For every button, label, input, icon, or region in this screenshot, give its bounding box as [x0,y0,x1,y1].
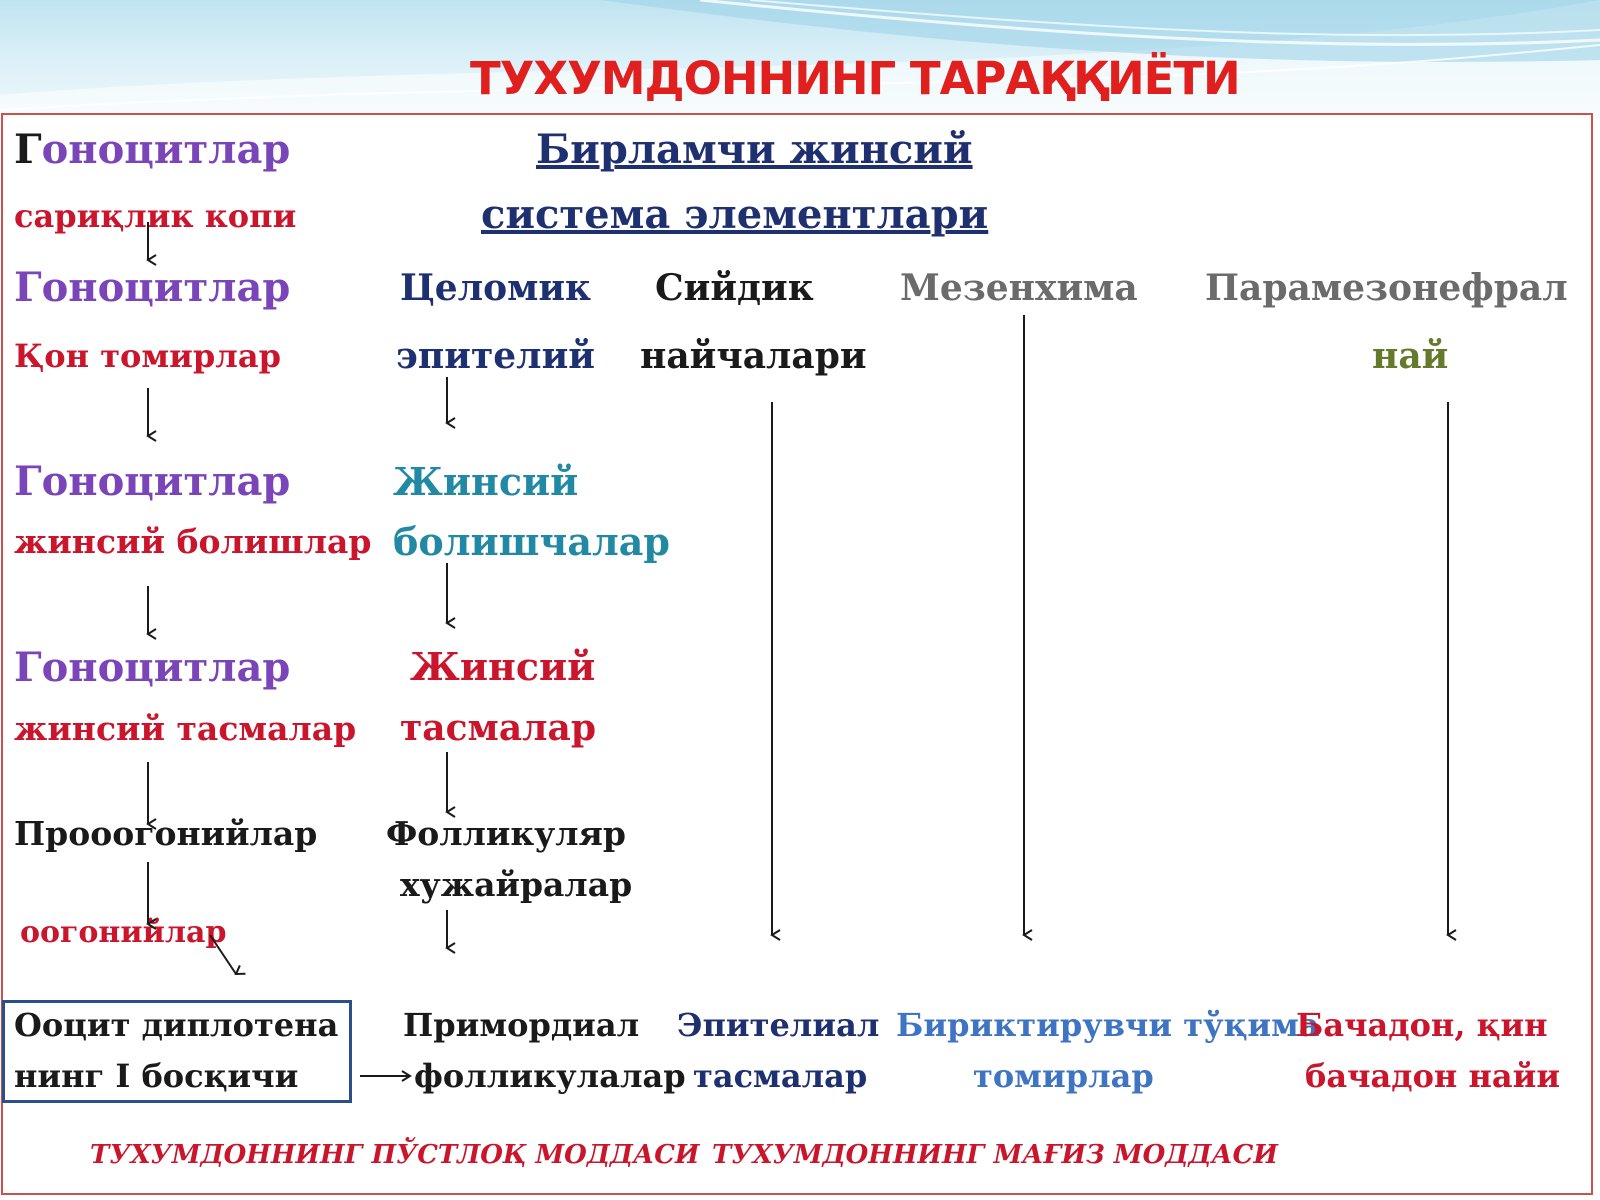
cortex-footer-label: ТУХУМДОННИНГ ПЎСТЛОҚ МОДДАСИ [90,1140,700,1170]
gonocytes-label-2: Гоноцитлар [14,264,291,311]
tubules-label: найчалари [640,335,867,377]
follicles-label: фолликулалар [414,1057,686,1095]
header-banner [0,0,1600,118]
sex-label-1: Жинсий [393,459,579,504]
coelomic-label: Целомик [400,267,592,309]
gonocytes-label-1-rest: оноцитлар [41,126,291,173]
primordial-label: Примордиал [403,1006,640,1044]
yolk-sac-label: сариқлик копи [14,197,297,235]
oocyte-label-line2: нинг I босқичи [14,1057,299,1095]
primary-sex-system-heading-line2: система элементлари [481,191,989,238]
ridges-label: болишчалар [393,519,670,564]
epithelial-label: Эпителиал [677,1006,880,1044]
vessels-label: томирлар [973,1057,1154,1095]
gonadal-ridges-label: жинсий болишлар [14,522,372,561]
blood-vessels-label: Қон томирлар [14,337,281,375]
duct-label: най [1372,335,1449,377]
sex-label-2: Жинсий [410,644,596,689]
medulla-footer-label: ТУХУМДОННИНГ МАҒИЗ МОДДАСИ [712,1140,1278,1170]
gonocytes-label-4: Гоноцитлар [14,644,291,691]
prooogonia-label: Прооогонийлар [14,814,318,853]
urinary-label: Сийдик [655,267,814,309]
connective-tissue-label: Бириктирувчи тўқима [896,1006,1320,1044]
paramesonephric-label: Парамезонефрал [1205,267,1568,309]
cords-label: тасмалар [400,707,597,749]
gonocytes-label-3: Гоноцитлар [14,458,291,505]
oocyte-label-line1: Ооцит диплотена [14,1006,339,1044]
cells-label: хужайралар [400,865,633,904]
epithelium-label: эпителий [396,335,595,377]
follicular-label: Фолликуляр [386,814,627,853]
gonocytes-label-1 [14,126,291,173]
sex-cords-label: жинсий тасмалар [14,709,357,748]
uterus-vagina-label: Бачадон, қин [1296,1006,1548,1044]
oogonia-label: оогонийлар [20,915,227,950]
mesenchyme-label: Мезенхима [900,267,1138,309]
primary-sex-system-heading-line1: Бирламчи жинсий [536,126,973,173]
epithelial-cords-label: тасмалар [693,1057,868,1095]
gonocytes-label-1-initial: Г [14,126,42,173]
uterine-tube-label: бачадон найи [1305,1057,1561,1095]
page-title: ТУХУМДОННИНГ ТАРАҚҚИЁТИ [470,52,1240,105]
